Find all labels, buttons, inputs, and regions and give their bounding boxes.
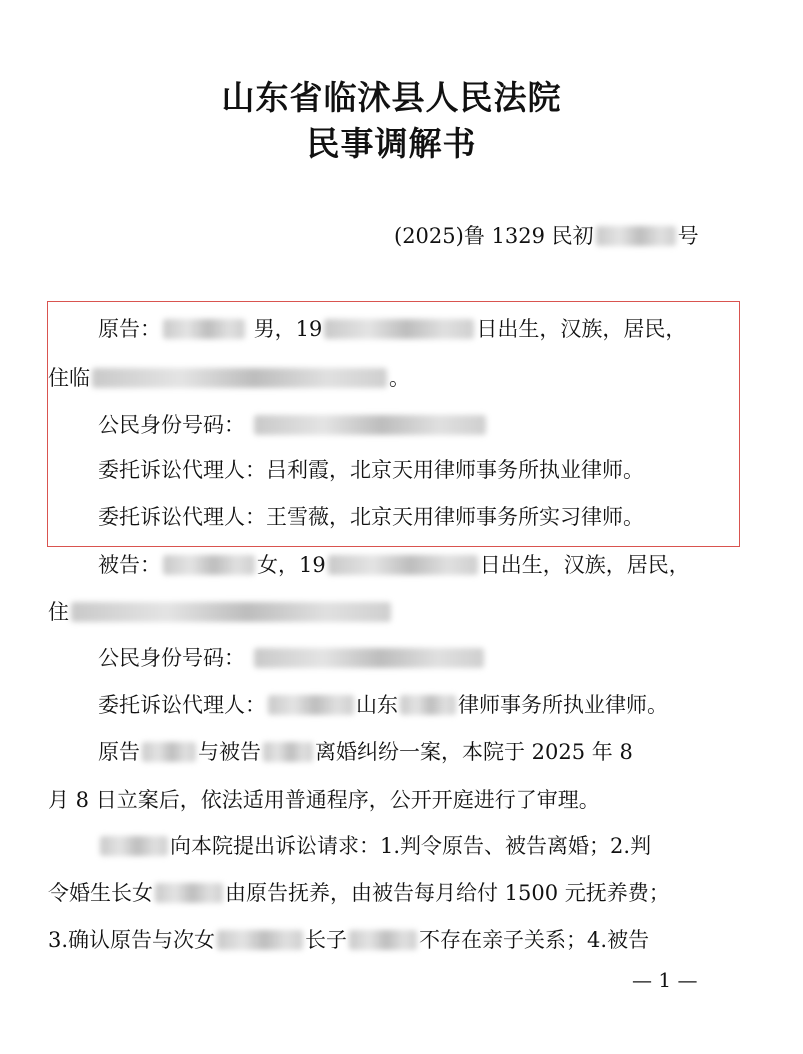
p1-text-c: 离婚纠纷一案，本院于 2025 年 8 bbox=[315, 740, 633, 764]
defendant-gender-birth: 女，19 bbox=[257, 553, 326, 577]
redacted-defendant-birthdate bbox=[328, 555, 478, 575]
defendant-id-label: 公民身份号码： bbox=[98, 646, 245, 670]
plaintiff-id-line bbox=[98, 410, 798, 440]
case-number-prefix: (2025)鲁 1329 民初 bbox=[394, 224, 594, 248]
redacted-defendant-address bbox=[71, 602, 391, 622]
case-number-suffix: 号 bbox=[677, 224, 699, 248]
plaintiff-address-prefix: 住临 bbox=[48, 366, 90, 390]
defendant-address-prefix: 住 bbox=[48, 600, 69, 624]
redacted-defendant-agent-name bbox=[268, 695, 354, 715]
redacted-plaintiff-name-3 bbox=[100, 836, 168, 856]
plaintiff-id-label: 公民身份号码： bbox=[98, 413, 245, 437]
redacted-plaintiff-birthdate bbox=[324, 319, 474, 339]
plaintiff-line bbox=[98, 314, 798, 344]
redacted-defendant-agent-firm bbox=[400, 695, 456, 715]
redacted-plaintiff-address bbox=[92, 368, 387, 388]
court-name: 山东省临沭县人民法院 bbox=[221, 78, 562, 117]
defendant-label: 被告： bbox=[98, 553, 161, 577]
redacted-plaintiff-id bbox=[254, 415, 486, 435]
plaintiff-birth-tail: 日出生，汉族，居民， bbox=[476, 317, 687, 341]
redacted-case-number bbox=[596, 226, 676, 246]
p2-line3-b: 长子 bbox=[305, 928, 348, 952]
defendant-agent-label: 委托诉讼代理人： bbox=[98, 693, 266, 717]
defendant-line bbox=[98, 550, 798, 580]
page-number: — 1 — bbox=[632, 968, 698, 992]
p2-line3-c: 不存在亲子关系；4.被告 bbox=[419, 928, 650, 952]
defendant-address-line bbox=[48, 597, 748, 627]
document-type: 民事调解书 bbox=[306, 124, 477, 163]
defendant-agent-firm-b: 律师事务所执业律师。 bbox=[458, 693, 668, 717]
redacted-daughter-name bbox=[155, 883, 223, 903]
paragraph-2-line-1 bbox=[48, 831, 748, 861]
paragraph-1-line-1 bbox=[98, 737, 798, 767]
redacted-plaintiff-name-2 bbox=[142, 742, 196, 762]
defendant-id-line bbox=[98, 643, 798, 673]
redacted-plaintiff-name bbox=[163, 319, 245, 339]
plaintiff-agent-1: 委托诉讼代理人：吕利霞，北京天用律师事务所执业律师。 bbox=[98, 458, 644, 482]
redacted-defendant-id bbox=[254, 648, 484, 668]
p2-line3-a: 3.确认原告与次女 bbox=[48, 928, 216, 952]
redacted-defendant-name bbox=[163, 555, 255, 575]
defendant-agent-line bbox=[98, 690, 798, 720]
p2-line2-a: 令婚生长女 bbox=[48, 881, 153, 905]
p2-text-a: 向本院提出诉讼请求：1.判令原告、被告离婚；2.判 bbox=[170, 834, 652, 858]
paragraph-2-line-3 bbox=[48, 925, 748, 955]
plaintiff-gender-birth: 男，19 bbox=[253, 317, 323, 341]
redacted-son-name bbox=[349, 930, 417, 950]
p1-text-b: 与被告 bbox=[198, 740, 261, 764]
plaintiff-agent-2: 委托诉讼代理人：王雪薇，北京天用律师事务所实习律师。 bbox=[98, 505, 644, 529]
p2-line2-b: 由原告抚养，由被告每月给付 1500 元抚养费； bbox=[225, 881, 670, 905]
paragraph-1-line-2: 月 8 日立案后，依法适用普通程序，公开开庭进行了审理。 bbox=[48, 788, 600, 812]
plaintiff-address-end: 。 bbox=[389, 366, 410, 390]
plaintiff-address-line bbox=[48, 363, 748, 393]
defendant-agent-firm-a: 山东 bbox=[356, 693, 398, 717]
p1-text-a: 原告 bbox=[98, 740, 140, 764]
redacted-second-daughter-name bbox=[217, 930, 303, 950]
defendant-birth-tail: 日出生，汉族，居民， bbox=[479, 553, 690, 577]
case-number bbox=[394, 220, 699, 250]
paragraph-2-line-2 bbox=[48, 878, 748, 908]
redacted-defendant-name-2 bbox=[263, 742, 313, 762]
plaintiff-label: 原告： bbox=[98, 317, 161, 341]
